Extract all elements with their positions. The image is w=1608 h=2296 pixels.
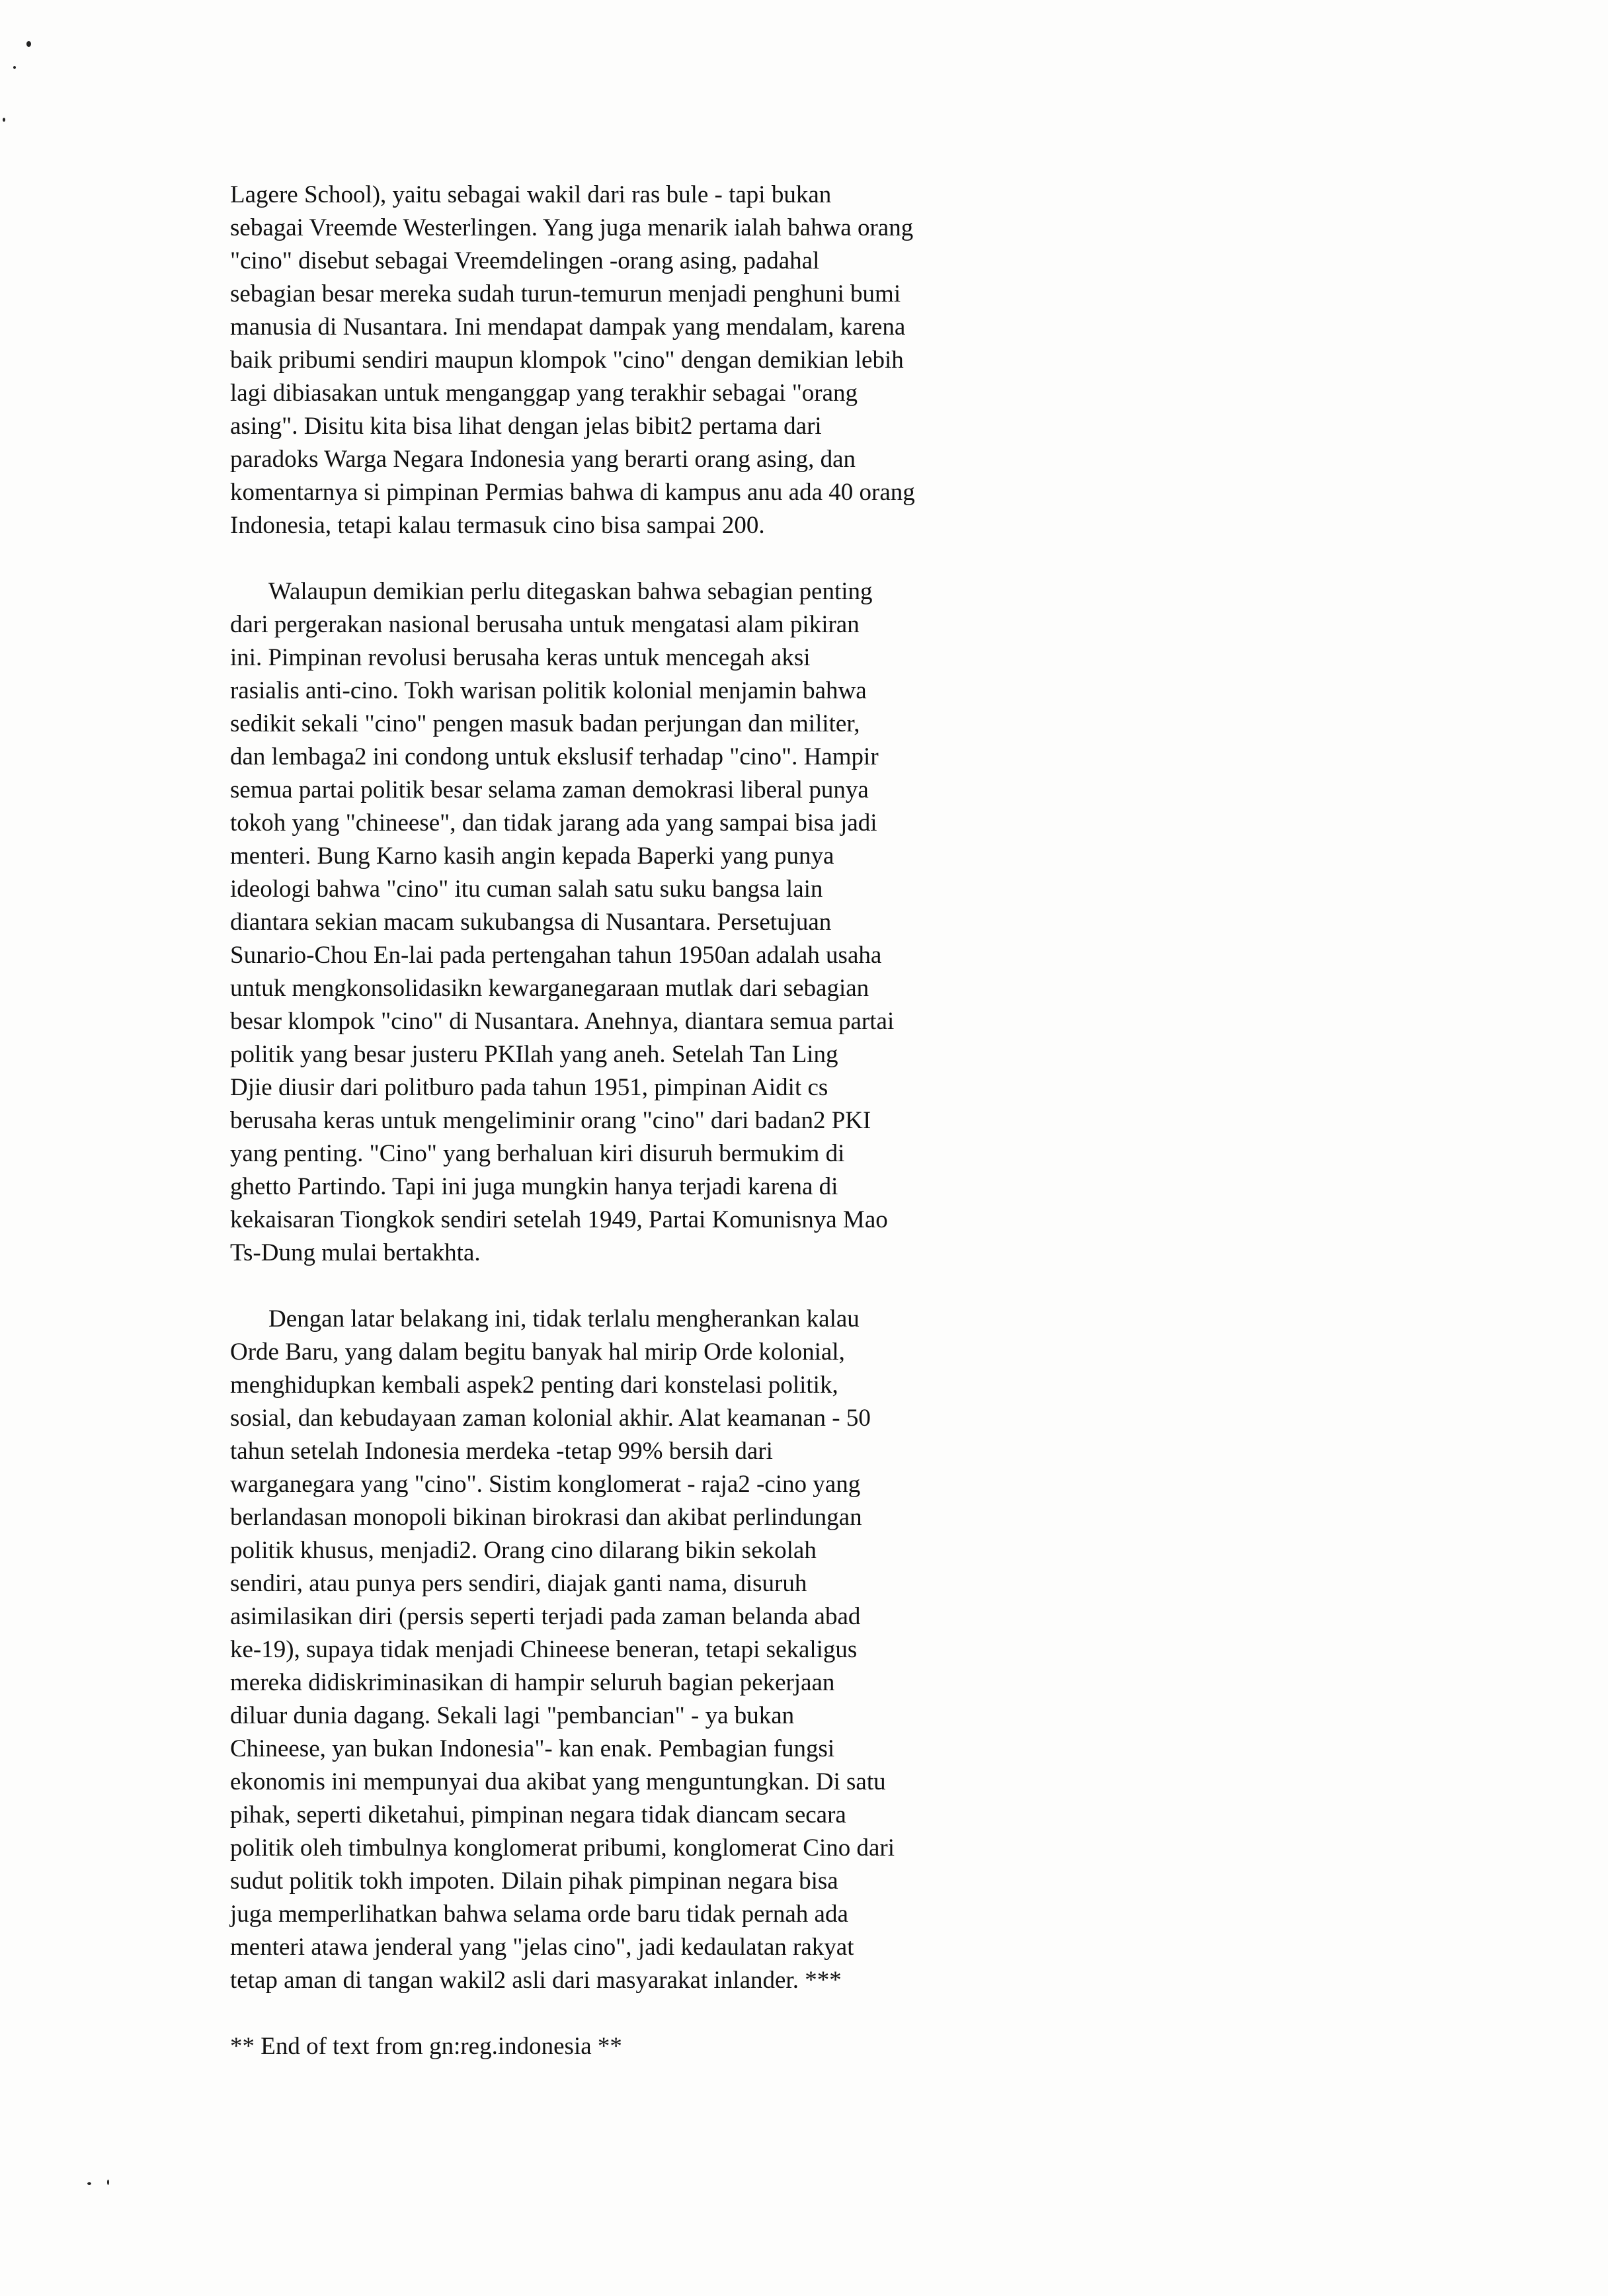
text-line: manusia di Nusantara. Ini mendapat dampak yang mendalam, karena: [230, 313, 906, 341]
text-line: Djie diusir dari politburo pada tahun 1951, pimpinan Aidit cs: [230, 1074, 828, 1101]
text-line: politik khusus, menjadi2. Orang cino dilarang bikin sekolah: [230, 1537, 817, 1564]
text-line: tahun setelah Indonesia merdeka -tetap 99% bersih dari: [230, 1438, 773, 1465]
text-line: tokoh yang "chineese", dan tidak jarang ada yang sampai bisa jadi: [230, 809, 877, 837]
text-line: dan lembaga2 ini condong untuk ekslusif terhadap "cino". Hampir: [230, 743, 879, 770]
text-line: ke-19), supaya tidak menjadi Chineese beneran, tetapi sekaligus: [230, 1636, 858, 1663]
scan-speck: [87, 2182, 91, 2185]
text-line: ekonomis ini mempunyai dua akibat yang menguntungkan. Di satu: [230, 1768, 886, 1795]
text-line: Dengan latar belakang ini, tidak terlalu mengherankan kalau: [268, 1305, 860, 1332]
text-line: menteri atawa jenderal yang "jelas cino", jadi kedaulatan rakyat: [230, 1934, 854, 1961]
text-line: mereka didiskriminasikan di hampir seluruh bagian pekerjaan: [230, 1669, 835, 1696]
text-line: dari pergerakan nasional berusaha untuk mengatasi alam pikiran: [230, 611, 860, 638]
document-body: [230, 179, 1043, 2063]
text-line: Walaupun demikian perlu ditegaskan bahwa sebagian penting: [268, 578, 873, 605]
text-line: yang penting. "Cino" yang berhaluan kiri disuruh bermukim di: [230, 1140, 845, 1167]
text-line: "cino" disebut sebagai Vreemdelingen -orang asing, padahal: [230, 247, 820, 274]
text-line: Ts-Dung mulai bertakhta.: [230, 1239, 481, 1266]
text-line: paradoks Warga Negara Indonesia yang berarti orang asing, dan: [230, 446, 856, 473]
scan-speck: [107, 2180, 109, 2185]
end-of-text-footer: ** End of text from gn:reg.indonesia **: [230, 2033, 622, 2060]
scan-speck: [26, 41, 31, 47]
text-line: berlandasan monopoli bikinan birokrasi dan akibat perlindungan: [230, 1504, 862, 1531]
text-line: sosial, dan kebudayaan zaman kolonial akhir. Alat keamanan - 50: [230, 1405, 871, 1432]
text-line: sebagian besar mereka sudah turun-temurun menjadi penghuni bumi: [230, 280, 901, 308]
text-line: lagi dibiasakan untuk menganggap yang terakhir sebagai "orang: [230, 380, 858, 407]
text-line: Orde Baru, yang dalam begitu banyak hal mirip Orde kolonial,: [230, 1338, 845, 1366]
text-line: sebagai Vreemde Westerlingen. Yang juga menarik ialah bahwa orang: [230, 214, 914, 241]
text-line: politik oleh timbulnya konglomerat pribumi, konglomerat Cino dari: [230, 1834, 895, 1862]
paragraph: [230, 575, 1043, 1270]
text-line: sudut politik tokh impoten. Dilain pihak pimpinan negara bisa: [230, 1867, 838, 1895]
text-line: kekaisaran Tiongkok sendiri setelah 1949, Partai Komunisnya Mao: [230, 1206, 888, 1233]
paragraph: [230, 1303, 1043, 1997]
text-line: ini. Pimpinan revolusi berusaha keras untuk mencegah aksi: [230, 644, 811, 671]
text-line: asing". Disitu kita bisa lihat dengan jelas bibit2 pertama dari: [230, 413, 822, 440]
scan-speck: [13, 66, 16, 69]
text-line: Indonesia, tetapi kalau termasuk cino bisa sampai 200.: [230, 512, 765, 539]
text-line: menteri. Bung Karno kasih angin kepada Baperki yang punya: [230, 842, 834, 870]
text-line: sedikit sekali "cino" pengen masuk badan perjungan dan militer,: [230, 710, 860, 737]
text-line: diantara sekian macam sukubangsa di Nusantara. Persetujuan: [230, 909, 832, 936]
text-line: Sunario-Chou En-lai pada pertengahan tahun 1950an adalah usaha: [230, 942, 882, 969]
text-line: rasialis anti-cino. Tokh warisan politik kolonial menjamin bahwa: [230, 677, 867, 704]
text-line: ghetto Partindo. Tapi ini juga mungkin hanya terjadi karena di: [230, 1173, 838, 1200]
text-line: warganegara yang "cino". Sistim konglomerat - raja2 -cino yang: [230, 1471, 861, 1498]
text-line: pihak, seperti diketahui, pimpinan negara tidak diancam secara: [230, 1801, 846, 1828]
text-line: baik pribumi sendiri maupun klompok "cino" dengan demikian lebih: [230, 347, 904, 374]
text-line: politik yang besar justeru PKIlah yang aneh. Setelah Tan Ling: [230, 1041, 838, 1068]
text-line: menghidupkan kembali aspek2 penting dari konstelasi politik,: [230, 1372, 838, 1399]
text-line: tetap aman di tangan wakil2 asli dari masyarakat inlander. ***: [230, 1967, 842, 1994]
text-line: semua partai politik besar selama zaman demokrasi liberal punya: [230, 776, 869, 803]
text-line: asimilasikan diri (persis seperti terjadi pada zaman belanda abad: [230, 1603, 861, 1630]
text-line: diluar dunia dagang. Sekali lagi "pembancian" - ya bukan: [230, 1702, 795, 1729]
text-line: ideologi bahwa "cino" itu cuman salah satu suku bangsa lain: [230, 876, 823, 903]
text-line: sendiri, atau punya pers sendiri, diajak ganti nama, disuruh: [230, 1570, 807, 1597]
text-line: juga memperlihatkan bahwa selama orde baru tidak pernah ada: [230, 1901, 848, 1928]
text-line: untuk mengkonsolidasikn kewarganegaraan mutlak dari sebagian: [230, 975, 869, 1002]
scan-speck: [3, 118, 5, 122]
text-line: Chineese, yan bukan Indonesia"- kan enak. Pembagian fungsi: [230, 1735, 835, 1762]
text-line: komentarnya si pimpinan Permias bahwa di kampus anu ada 40 orang: [230, 479, 915, 506]
text-line: Lagere School), yaitu sebagai wakil dari ras bule - tapi bukan: [230, 181, 832, 208]
text-line: berusaha keras untuk mengeliminir orang "cino" dari badan2 PKI: [230, 1107, 871, 1134]
paragraph: [230, 179, 1043, 542]
text-line: besar klompok "cino" di Nusantara. Anehnya, diantara semua partai: [230, 1008, 895, 1035]
